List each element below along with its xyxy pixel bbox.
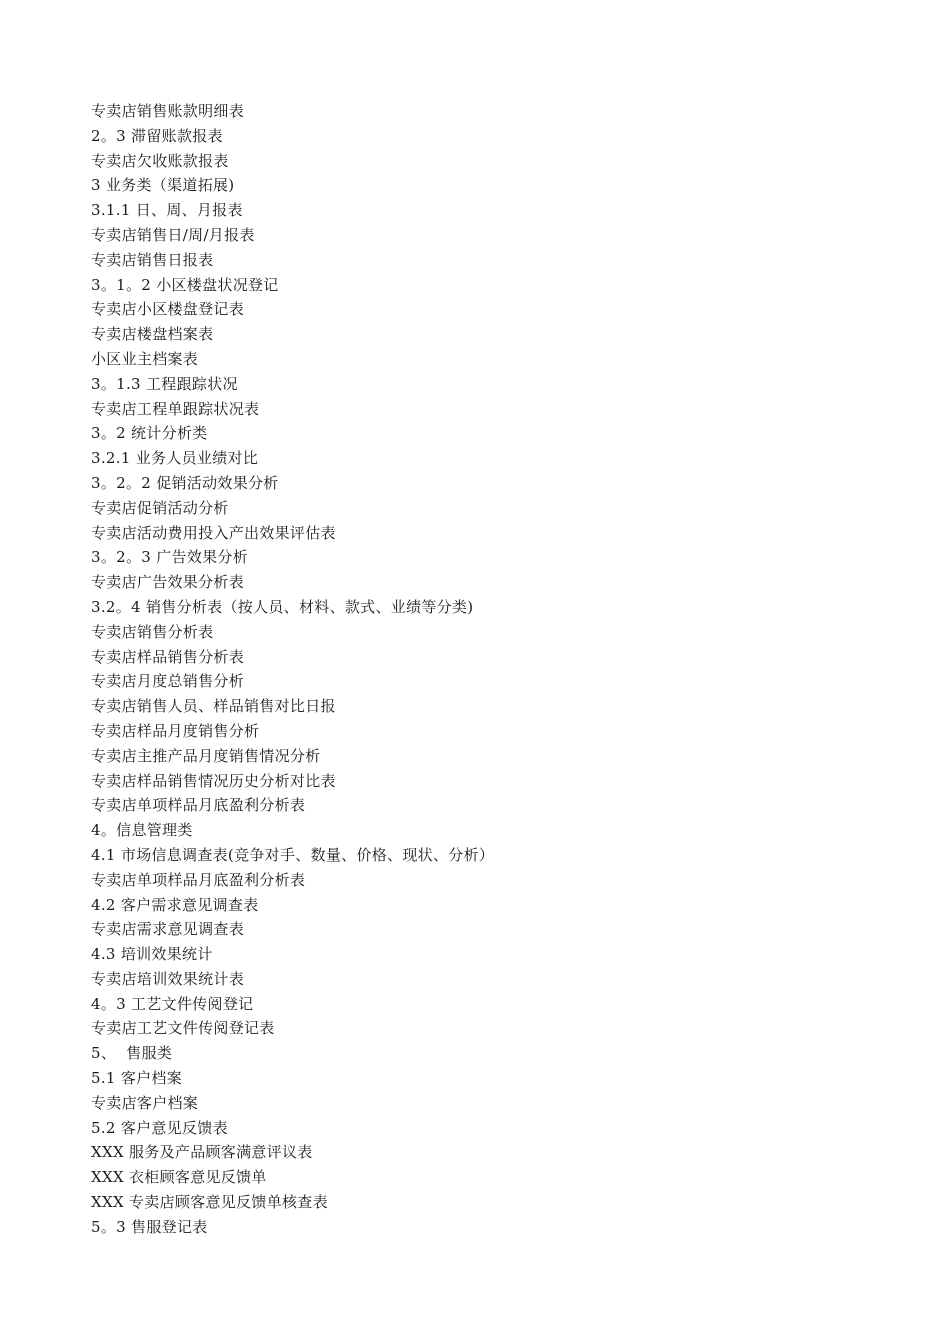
- section-heading: 3.1.1 日、周、月报表: [91, 201, 243, 220]
- section-heading: 4.3 培训效果统计: [91, 945, 213, 964]
- text-line: 专卖店需求意见调查表: [91, 920, 245, 939]
- text-line: 专卖店月度总销售分析: [91, 672, 245, 691]
- text-line: 专卖店销售日报表: [91, 250, 214, 269]
- section-heading: 4.2 客户需求意见调查表: [91, 895, 259, 914]
- text-line: XXX 专卖店顾客意见反馈单核查表: [91, 1193, 328, 1212]
- text-line: 专卖店促销活动分析: [91, 498, 229, 517]
- section-heading: 4.1 市场信息调查表(竞争对手、数量、价格、现状、分析）: [91, 845, 495, 864]
- section-heading: 5.1 客户档案: [91, 1069, 183, 1088]
- section-heading: 4。3 工艺文件传阅登记: [91, 994, 254, 1013]
- section-heading: 4。信息管理类: [91, 821, 193, 840]
- section-heading: 3.2.1 业务人员业绩对比: [91, 449, 259, 468]
- text-line: 专卖店样品销售情况历史分析对比表: [91, 771, 336, 790]
- text-line: 专卖店主推产品月度销售情况分析: [91, 746, 321, 765]
- text-line: 专卖店销售日/周/月报表: [91, 225, 255, 244]
- document-body: [91, 99, 891, 1240]
- section-heading: 3。1.3 工程跟踪状况: [91, 374, 238, 393]
- section-heading: 5。3 售服登记表: [91, 1217, 208, 1236]
- section-heading: 5、 售服类: [91, 1044, 173, 1063]
- text-line: 专卖店欠收账款报表: [91, 151, 229, 170]
- text-line: 专卖店销售账款明细表: [91, 102, 245, 120]
- section-heading: 3.2。4 销售分析表（按人员、材料、款式、业绩等分类): [91, 597, 474, 616]
- text-line: 专卖店样品月度销售分析: [91, 721, 260, 740]
- section-heading: 3。2。2 促销活动效果分析: [91, 473, 279, 492]
- section-heading: 3。2。3 广告效果分析: [91, 548, 248, 567]
- text-line: 专卖店培训效果统计表: [91, 969, 245, 988]
- text-line: 专卖店活动费用投入产出效果评估表: [91, 523, 336, 542]
- text-line: 专卖店销售分析表: [91, 622, 214, 641]
- section-heading: 2。3 滞留账款报表: [91, 126, 223, 145]
- section-heading: 3。1。2 小区楼盘状况登记: [91, 275, 279, 294]
- text-line: 专卖店工程单跟踪状况表: [91, 399, 260, 418]
- text-line: 专卖店客户档案: [91, 1093, 199, 1112]
- text-line: 专卖店工艺文件传阅登记表: [91, 1019, 275, 1038]
- text-line: 专卖店销售人员、样品销售对比日报: [91, 697, 336, 716]
- text-line: 专卖店样品销售分析表: [91, 647, 245, 666]
- text-line: 专卖店单项样品月底盈利分析表: [91, 870, 306, 889]
- text-line: 专卖店单项样品月底盈利分析表: [91, 796, 306, 815]
- text-line: XXX 衣柜顾客意见反馈单: [91, 1168, 267, 1187]
- text-line: 小区业主档案表: [91, 349, 199, 368]
- text-line: 专卖店广告效果分析表: [91, 573, 245, 592]
- text-line: XXX 服务及产品顾客满意评议表: [91, 1143, 313, 1162]
- section-heading: 3 业务类（渠道拓展): [91, 176, 235, 195]
- text-line: 专卖店楼盘档案表: [91, 325, 214, 344]
- section-heading: 3。2 统计分析类: [91, 424, 208, 443]
- section-heading: 5.2 客户意见反馈表: [91, 1118, 228, 1137]
- text-line: 专卖店小区楼盘登记表: [91, 300, 245, 319]
